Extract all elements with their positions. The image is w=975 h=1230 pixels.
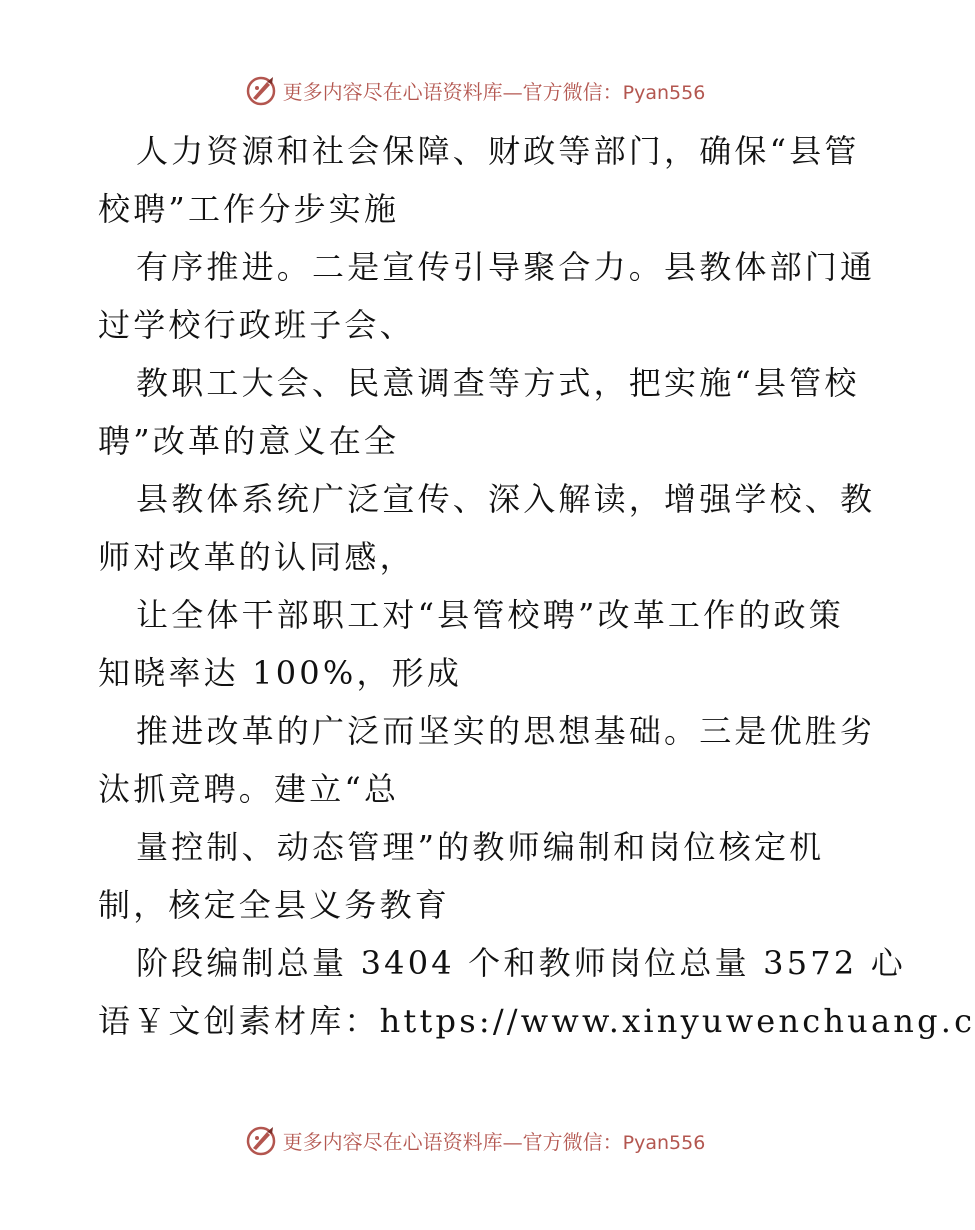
text-line: 人力资源和社会保障、财政等部门，确保“县管 xyxy=(136,132,860,170)
text-line: 有序推进。二是宣传引导聚合力。县教体部门通 xyxy=(136,248,876,286)
text-line: 教职工大会、民意调查等方式，把实施“县管校 xyxy=(136,364,860,402)
text-line: 聘”改革的意义在全 xyxy=(98,422,400,460)
footer-banner-text: 更多内容尽在心语资料库—官方微信：Pyan556 xyxy=(282,1129,706,1154)
header-banner xyxy=(0,72,950,108)
text-line: 制，核定全县义务教育 xyxy=(98,886,451,924)
paragraph xyxy=(98,586,858,702)
document-body xyxy=(98,122,975,1050)
paragraph xyxy=(98,934,975,1050)
paragraph xyxy=(98,238,876,354)
text-line: 推进改革的广泛而坚实的思想基础。三是优胜劣 xyxy=(136,712,876,750)
header-wechat-id: Pyan556 xyxy=(622,81,706,104)
footer-wechat-id: Pyan556 xyxy=(622,1131,706,1154)
paragraph xyxy=(98,354,858,470)
paragraph xyxy=(98,470,876,586)
paragraph xyxy=(98,818,858,934)
quill-pen-logo-icon xyxy=(245,74,277,106)
quill-pen-logo-icon xyxy=(245,1124,277,1156)
text-line: 让全体干部职工对“县管校聘”改革工作的政策 xyxy=(136,596,844,634)
header-banner-text: 更多内容尽在心语资料库—官方微信：Pyan556 xyxy=(282,79,706,104)
text-line: 过学校行政班子会、 xyxy=(98,306,415,344)
text-line: 县教体系统广泛宣传、深入解读，增强学校、教 xyxy=(136,480,876,518)
text-line: 阶段编制总量 3404 个和教师岗位总量 3572 心 xyxy=(136,944,906,982)
text-line: 语￥文创素材库：https://www.xinyuwenchuang.c xyxy=(98,1002,975,1040)
paragraph xyxy=(98,702,876,818)
footer-banner xyxy=(0,1122,950,1158)
text-line: 师对改革的认同感， xyxy=(98,538,415,576)
text-line: 量控制、动态管理”的教师编制和岗位核定机 xyxy=(136,828,825,866)
text-line: 汰抓竞聘。建立“总 xyxy=(98,770,400,808)
text-line: 知晓率达 100%，形成 xyxy=(98,654,463,692)
text-line: 校聘”工作分步实施 xyxy=(98,190,400,228)
paragraph xyxy=(98,122,858,238)
